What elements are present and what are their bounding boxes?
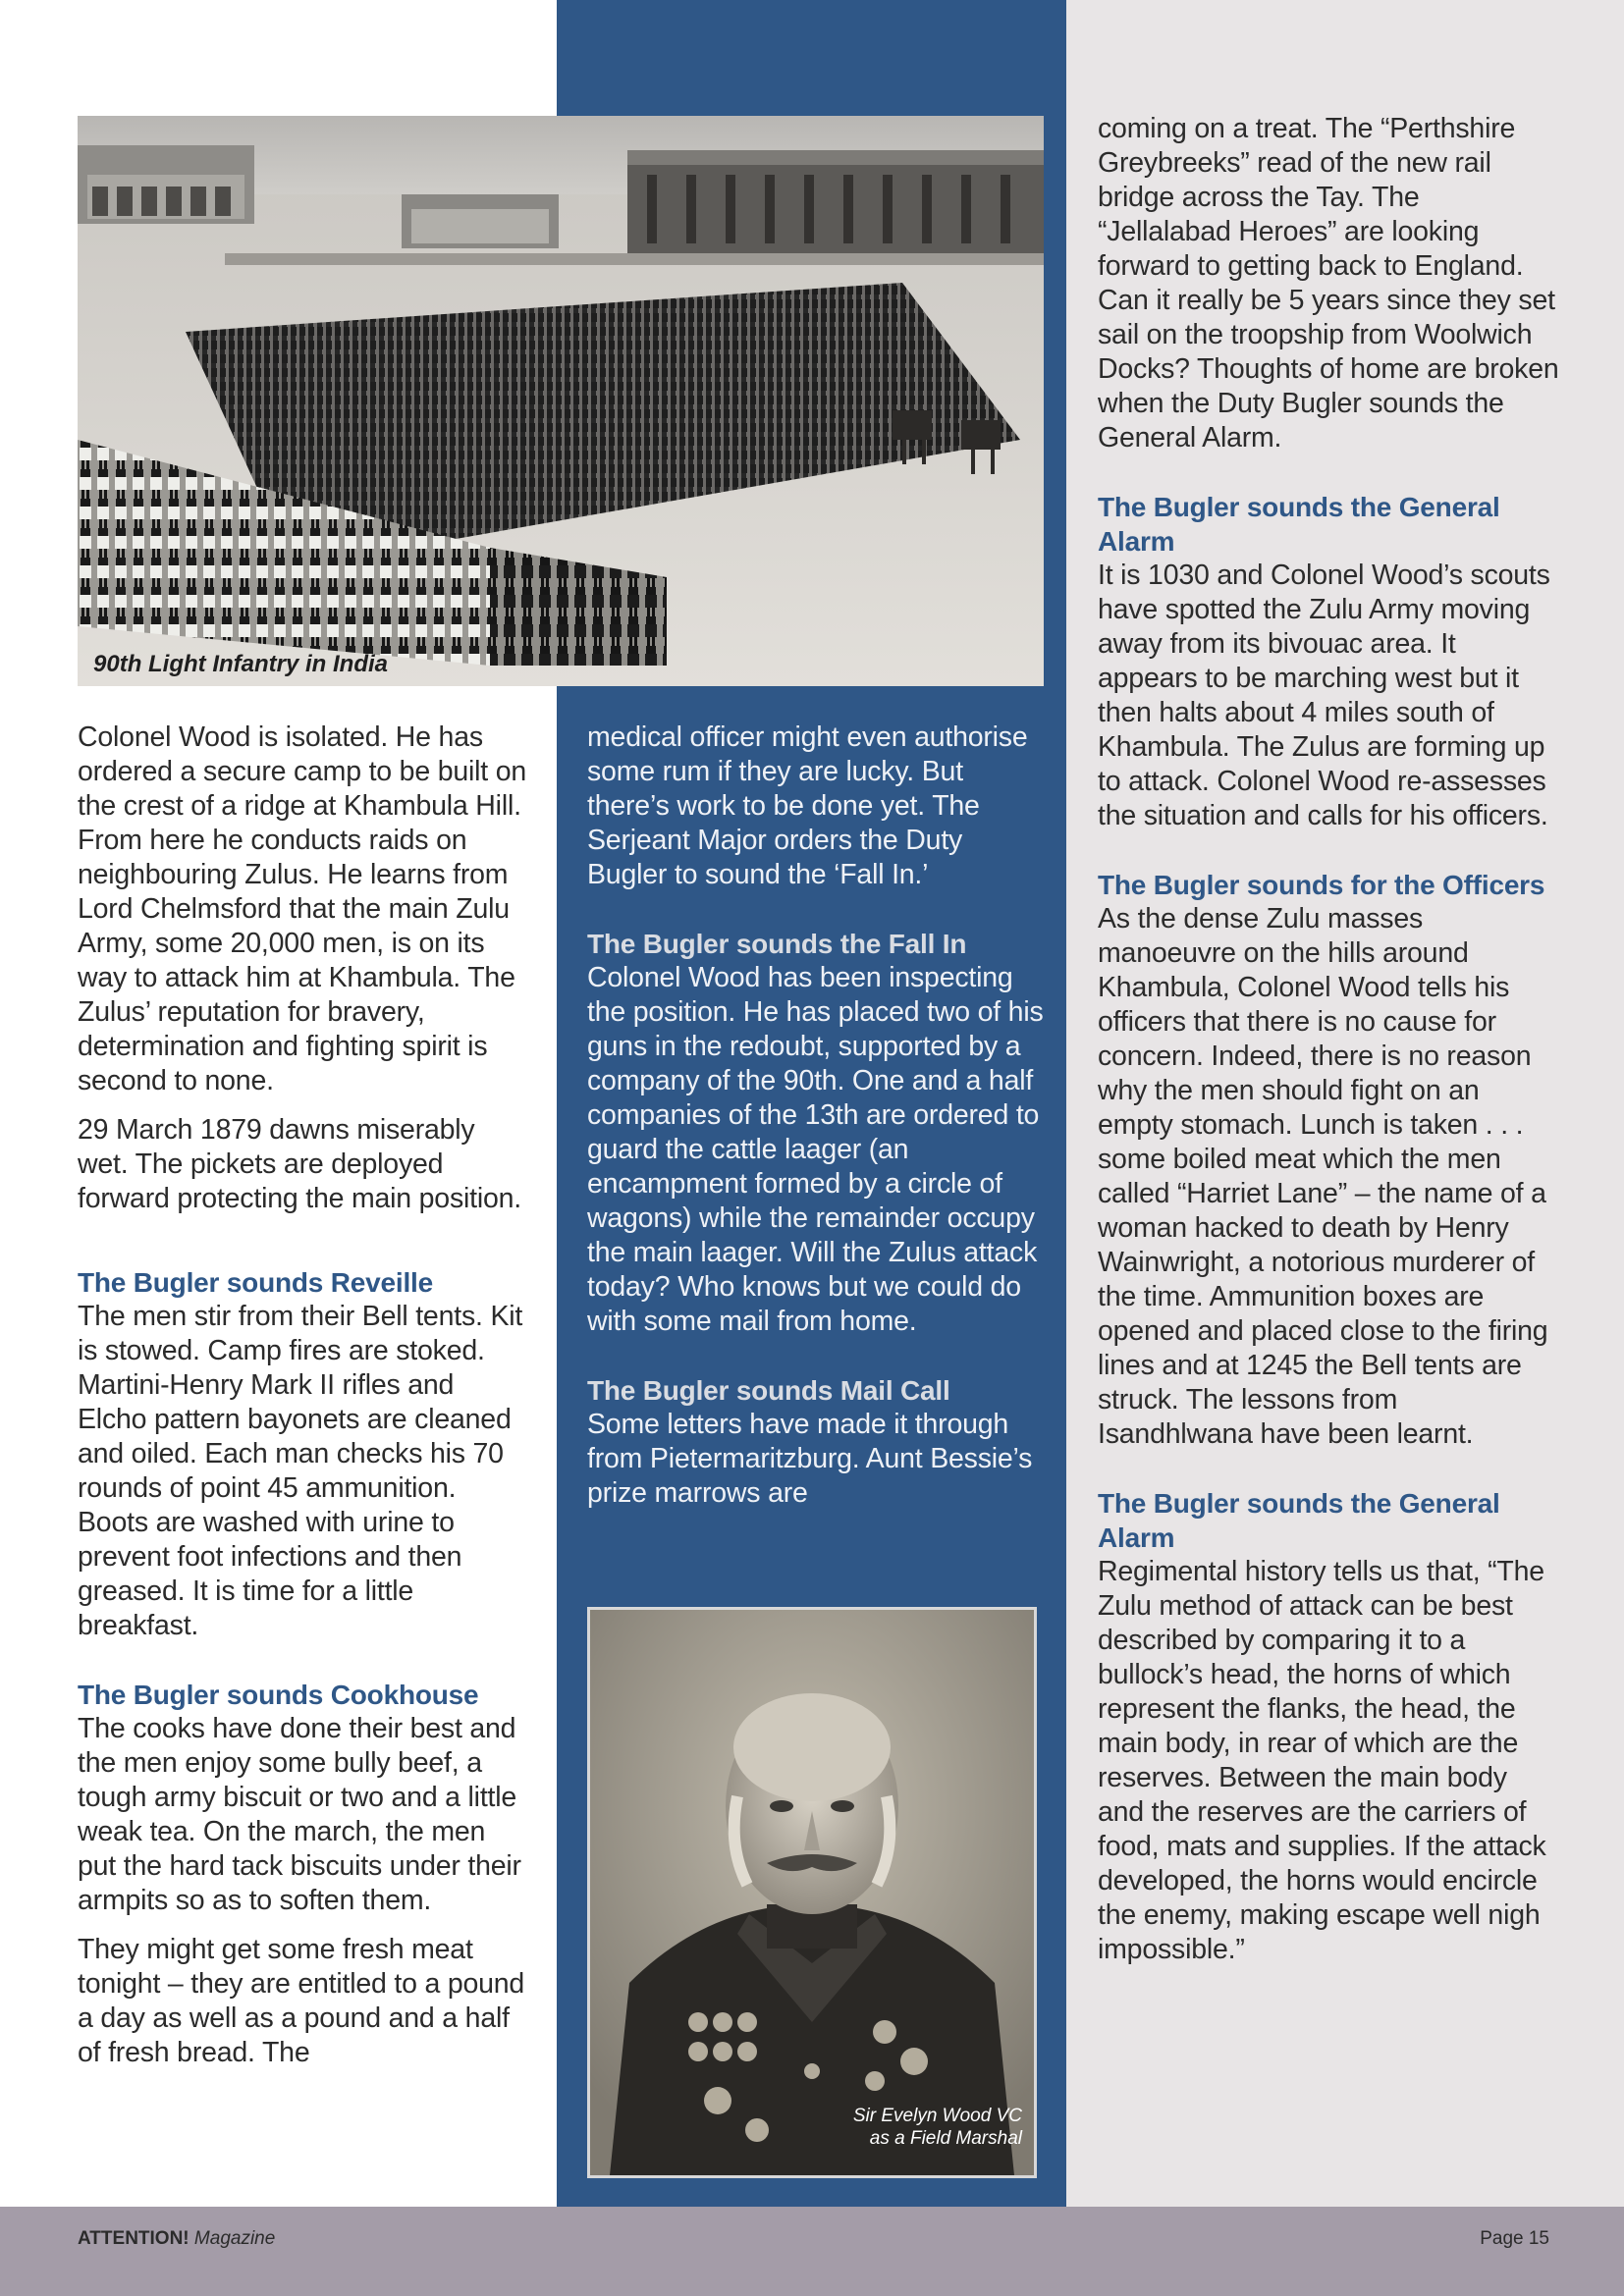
section-heading: The Bugler sounds the Fall In xyxy=(587,929,967,959)
paragraph: Colonel Wood has been inspecting the position. He has placed two of his guns in the redoubt, supported by a company of the 90th. One and a half companies of the 13th are ordered to guard the cattle laager (an encampment formed by a circle of wagons) while the remainder occupy the main laager. Will the Zulus attack today? Who knows but we could do with some mail from home. xyxy=(587,962,1044,1337)
portrait-caption-line1: Sir Evelyn Wood VC xyxy=(852,2106,1022,2126)
magazine-name-italic: Magazine xyxy=(193,2228,276,2249)
paragraph: As the dense Zulu masses manoeuvre on the hills around Khambula, Colonel Wood tells his officers that there is no cause for concern. Indeed, there is no reason why the men should fight on an empty stomach. Lunch is taken . . . some boiled meat which the men called “Harriet Lane” – the name of a woman hacked to death by Henry Wainwright, a notorious murderer of the time. Ammunition boxes are opened and placed close to the firing lines and at 1245 the Bell tents are struck. The lessons from Isandhlwana have been learnt. xyxy=(1098,903,1548,1450)
portrait-photo xyxy=(587,1607,1037,2178)
paragraph: Regimental history tells us that, “The Zulu method of attack can be best described by comparing it to a bullock’s head, the horns of which represent the flanks, the head, the main body, in rear of which are the reserves. Between the main body and the reserves are the carriers of food, mats and supplies. If the attack developed, the horns would encircle the enemy, making escape well nigh impossible.” xyxy=(1098,1556,1546,1965)
article-column-3 xyxy=(1098,112,1559,1967)
paragraph: The cooks have done their best and the men enjoy some bully beef, a tough army biscuit or two and a little weak tea. On the march, the men put the hard tack biscuits under their armpits so as to soften them. xyxy=(78,1713,521,1916)
page-number: Page 15 xyxy=(1480,2228,1549,2249)
paragraph: They might get some fresh meat tonight – they are entitled to a pound a day as well as a pound and a half of fresh bread. The xyxy=(78,1934,525,2068)
section-heading: The Bugler sounds for the Officers xyxy=(1098,870,1545,900)
paragraph: medical officer might even authorise some rum if they are lucky. But there’s work to be done yet. The Serjeant Major orders the Duty Bugler to sound the ‘Fall In.’ xyxy=(587,721,1028,890)
article-column-1 xyxy=(78,721,529,2070)
article-column-2 xyxy=(587,721,1049,1511)
portrait-caption xyxy=(853,2105,1022,2150)
section-heading: The Bugler sounds the General Alarm xyxy=(1098,492,1500,557)
paragraph: 29 March 1879 dawns miserably wet. The pickets are deployed forward protecting the main position. xyxy=(78,1114,522,1214)
section-heading: The Bugler sounds Reveille xyxy=(78,1267,433,1298)
page-footer xyxy=(0,2207,1624,2296)
paragraph: Some letters have made it through from Pietermaritzburg. Aunt Bessie’s prize marrows are xyxy=(587,1409,1033,1509)
section-heading: The Bugler sounds Cookhouse xyxy=(78,1680,479,1710)
portrait-caption-line2: as a Field Marshal xyxy=(869,2128,1022,2149)
magazine-name xyxy=(78,2228,275,2250)
section-heading: The Bugler sounds the General Alarm xyxy=(1098,1488,1500,1553)
regiment-photo xyxy=(78,116,1044,686)
paragraph: It is 1030 and Colonel Wood’s scouts have spotted the Zulu Army moving away from its bivouac area. It appears to be marching west but it then halts about 4 miles south of Khambula. The Zulus are forming up to attack. Colonel Wood re-assesses the situation and calls for his officers. xyxy=(1098,560,1550,831)
section-heading: The Bugler sounds Mail Call xyxy=(587,1375,950,1406)
paragraph: The men stir from their Bell tents. Kit is stowed. Camp fires are stoked. Martini-Henry Mark II rifles and Elcho pattern bayonets are cleaned and oiled. Each man checks his 70 rounds of point 45 ammunition. Boots are washed with urine to prevent foot infections and then greased. It is time for a little breakfast. xyxy=(78,1301,523,1641)
photo-caption: 90th Light Infantry in India xyxy=(93,651,388,677)
paragraph: Colonel Wood is isolated. He has ordered a secure camp to be built on the crest of a ridge at Khambula Hill. From here he conducts raids on neighbouring Zulus. He learns from Lord Chelmsford that the main Zulu Army, some 20,000 men, is on its way to attack him at Khambula. The Zulus’ reputation for bravery, determination and fighting spirit is second to none. xyxy=(78,721,526,1096)
magazine-name-bold: ATTENTION! xyxy=(78,2228,189,2249)
paragraph: coming on a treat. The “Perthshire Greybreeks” read of the new rail bridge across the Tay. The “Jellalabad Heroes” are looking forward to getting back to England. Can it really be 5 years since they set sail on the troopship from Woolwich Docks? Thoughts of home are broken when the Duty Bugler sounds the General Alarm. xyxy=(1098,113,1559,454)
